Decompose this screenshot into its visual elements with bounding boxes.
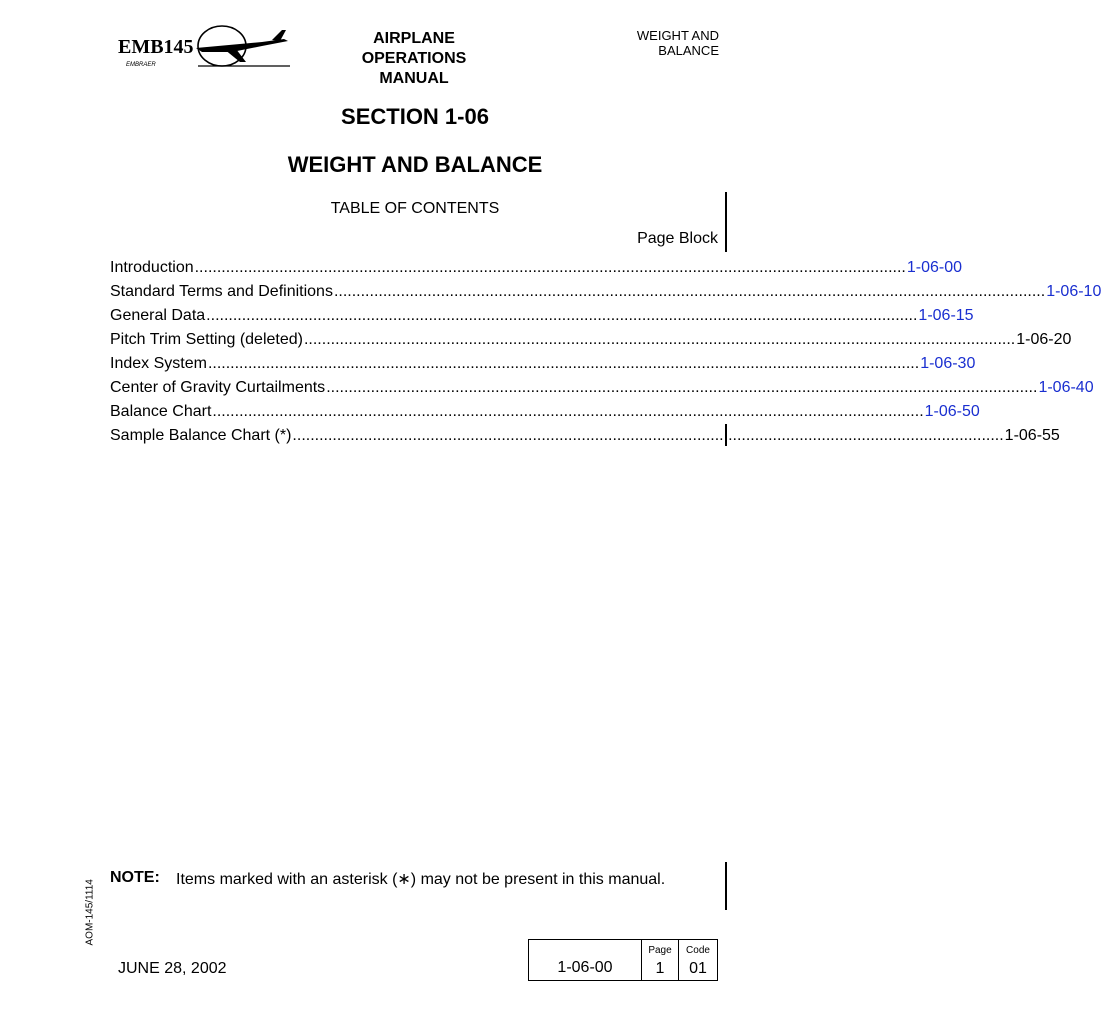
toc-entry[interactable] <box>110 306 974 330</box>
section-title: WEIGHT AND BALANCE <box>287 152 543 177</box>
toc-entry-label: Index System <box>110 355 207 372</box>
chapter-title-line-1: WEIGHT AND <box>636 28 719 43</box>
chapter-title-line-2: BALANCE <box>658 43 719 58</box>
toc-heading: TABLE OF CONTENTS <box>330 200 500 217</box>
document-code: AOM-145/1114 <box>84 879 96 946</box>
page-identifier-box <box>528 939 718 981</box>
toc-leader-dots: ................................................................................................................................................................ <box>212 403 924 420</box>
change-bar <box>725 862 727 910</box>
note-label: NOTE: <box>110 869 160 886</box>
toc-entry-code[interactable]: 1-06-50 <box>924 403 980 420</box>
page-number-value: 1 <box>655 960 665 977</box>
page-block-value: 1-06-00 <box>557 959 613 976</box>
section-number: SECTION 1-06 <box>341 104 489 129</box>
toc-entry[interactable] <box>110 378 1094 402</box>
toc-list <box>110 258 1101 450</box>
toc-entry-label: Balance Chart <box>110 403 212 420</box>
emb145-logo <box>112 22 292 72</box>
toc-entry <box>110 426 1060 450</box>
code-value: 01 <box>689 960 707 977</box>
toc-entry-code[interactable]: 1-06-15 <box>918 307 974 324</box>
toc-entry-label: Sample Balance Chart (*) <box>110 427 292 444</box>
code-cell <box>679 940 717 980</box>
manual-title-line-3: MANUAL <box>379 70 449 87</box>
chapter-title <box>600 28 719 58</box>
toc-entry-label: Standard Terms and Definitions <box>110 283 333 300</box>
toc-entry-code: 1-06-20 <box>1016 331 1072 348</box>
manual-title-line-2: OPERATIONS <box>361 50 467 67</box>
toc-leader-dots: ................................................................................................................................................................ <box>326 379 1038 396</box>
toc-entry-label: Introduction <box>110 259 194 276</box>
code-label: Code <box>686 945 710 956</box>
toc-entry-code[interactable]: 1-06-00 <box>906 259 963 276</box>
toc-entry-label: Pitch Trim Setting (deleted) <box>110 331 303 348</box>
toc-entry-code[interactable]: 1-06-40 <box>1038 379 1094 396</box>
toc-leader-dots: ................................................................................................................................................................ <box>207 355 920 372</box>
page-number-label: Page <box>648 945 672 956</box>
manual-title <box>338 29 490 89</box>
toc-entry[interactable] <box>110 354 976 378</box>
toc-entry[interactable] <box>110 402 980 426</box>
note-text: Items marked with an asterisk (∗) may not be present in this manual. <box>176 871 666 888</box>
toc-entry-code[interactable]: 1-06-30 <box>920 355 976 372</box>
change-bar <box>725 192 727 252</box>
toc-leader-dots: ................................................................................................................................................................ <box>292 427 1004 444</box>
toc-entry[interactable] <box>110 258 963 282</box>
toc-entry-label: General Data <box>110 307 206 324</box>
toc-entry-code: 1-06-55 <box>1004 427 1060 444</box>
toc-leader-dots: ................................................................................................................................................................ <box>194 259 906 276</box>
page-number-cell <box>642 940 679 980</box>
logo-subtext: EMBRAER <box>126 62 156 68</box>
toc-leader-dots: ................................................................................................................................................................ <box>206 307 918 324</box>
revision-date: JUNE 28, 2002 <box>118 960 227 977</box>
page-block-cell <box>529 940 642 980</box>
manual-title-line-1: AIRPLANE <box>373 30 455 47</box>
toc-entry <box>110 330 1072 354</box>
logo-text: EMB145 <box>118 36 194 58</box>
toc-entry-code[interactable]: 1-06-10 <box>1046 283 1101 300</box>
page-block-header: Page Block <box>637 230 718 247</box>
toc-entry[interactable] <box>110 282 1101 306</box>
toc-leader-dots: ................................................................................................................................................................ <box>333 283 1046 300</box>
toc-entry-label: Center of Gravity Curtailments <box>110 379 326 396</box>
toc-leader-dots: ................................................................................................................................................................ <box>303 331 1016 348</box>
